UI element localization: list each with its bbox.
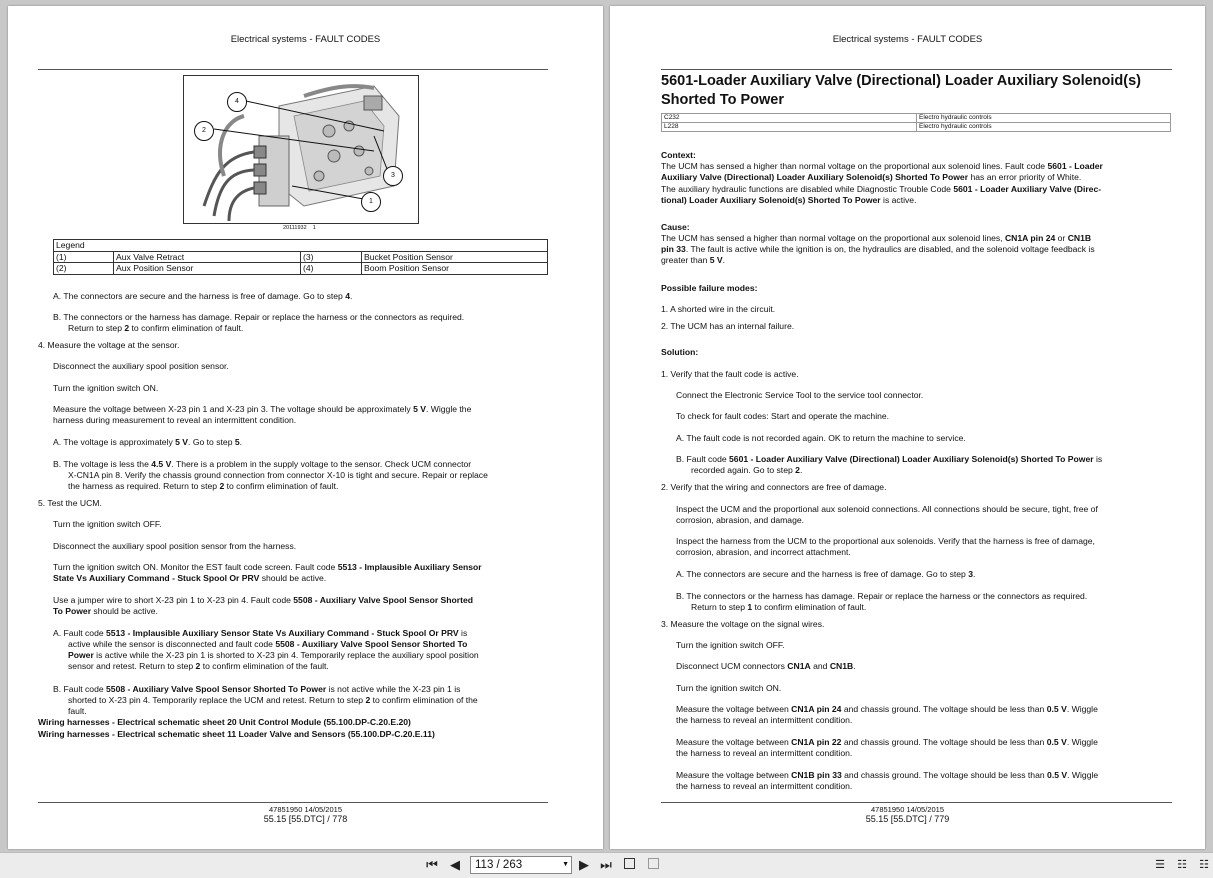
footer-page-number: 55.15 [55.DTC] / 778 xyxy=(263,814,348,824)
text-line: A. The connectors are secure and the harness is free of damage. Go to step 4. xyxy=(53,291,353,301)
text-line: Return to step 1 to confirm elimination of fault. xyxy=(691,602,867,612)
header-rule xyxy=(661,69,1172,70)
text-line: X-CN1A pin 8. Verify the chassis ground connection from connector X-10 is tight and secure. Repair or replace xyxy=(68,470,488,480)
text-line: the harness to reveal an intermittent condition. xyxy=(676,781,853,791)
text-line: fault. xyxy=(68,706,87,716)
text-line: the harness to reveal an intermittent condition. xyxy=(676,748,853,758)
facing-view-icon[interactable]: ☷ xyxy=(1199,859,1209,871)
prev-page-icon[interactable]: ◀ xyxy=(450,857,460,872)
valve-illustration xyxy=(184,76,418,223)
text-line: Cause: xyxy=(661,222,690,232)
text-line: Disconnect the auxiliary spool position sensor from the harness. xyxy=(53,541,297,551)
text-line: Use a jumper wire to short X-23 pin 1 to X-23 pin 4. Fault code 5508 - Auxiliary Valve Spool Sensor Shorted xyxy=(53,595,474,605)
config-desc: Electro hydraulic controls xyxy=(917,114,1171,123)
config-desc: Electro hydraulic controls xyxy=(917,123,1171,132)
text-line: Turn the ignition switch ON. xyxy=(676,683,782,693)
config-row xyxy=(662,114,1171,123)
legend-table xyxy=(53,239,548,275)
config-code: C232 xyxy=(662,114,917,123)
figure-number: 1 xyxy=(312,225,316,231)
text-line: shorted to X-23 pin 4. Temporarily replace the UCM and retest. Return to step 2 to confirm elimination of the xyxy=(68,695,478,705)
legend-row xyxy=(54,263,548,275)
first-page-icon[interactable]: ⏮ xyxy=(426,857,438,872)
text-line: Solution: xyxy=(661,347,699,357)
left-page xyxy=(8,6,603,849)
text-line: Disconnect UCM connectors CN1A and CN1B. xyxy=(676,661,856,671)
text-line: B. The voltage is less the 4.5 V. There is a problem in the supply voltage to the sensor. Check UCM connector xyxy=(53,459,472,469)
text-line: Return to step 2 to confirm elimination of fault. xyxy=(68,323,244,333)
text-line: Wiring harnesses - Electrical schematic sheet 11 Loader Valve and Sensors (55.100.DP-C.20.E.11) xyxy=(38,729,435,739)
text-line: greater than 5 V. xyxy=(661,255,726,265)
legend-key: (4) xyxy=(301,263,362,275)
valve-figure xyxy=(183,75,419,224)
text-line: To check for fault codes: Start and operate the machine. xyxy=(676,411,890,421)
text-line: Measure the voltage between CN1A pin 24 and chassis ground. The voltage should be less than 0.5 V. Wiggle xyxy=(676,704,1098,714)
text-line: Turn the ignition switch OFF. xyxy=(676,640,785,650)
two-page-view-icon[interactable] xyxy=(645,857,661,873)
text-line: 2. Verify that the wiring and connectors are free of damage. xyxy=(661,482,887,492)
figure-caption xyxy=(283,225,316,231)
text-line: Measure the voltage between CN1A pin 22 and chassis ground. The voltage should be less than 0.5 V. Wiggle xyxy=(676,737,1098,747)
viewer-toolbar xyxy=(0,852,1213,878)
config-table xyxy=(661,113,1171,132)
legend-title: Legend xyxy=(54,240,548,252)
page-indicator: 113 / 263 xyxy=(475,859,523,871)
header-rule xyxy=(38,69,548,70)
footer-rule xyxy=(661,802,1172,803)
config-row xyxy=(662,123,1171,132)
text-line: A. The voltage is approximately 5 V. Go to step 5. xyxy=(53,437,243,447)
text-line: 2. The UCM has an internal failure. xyxy=(661,321,795,331)
text-line: tional) Loader Auxiliary Solenoid(s) Shorted To Power is active. xyxy=(661,195,917,205)
text-line: Turn the ignition switch ON. Monitor the EST fault code screen. Fault code 5513 - Implausible Auxiliary Sensor xyxy=(53,562,482,572)
text-line: Measure the voltage between CN1B pin 33 and chassis ground. The voltage should be less than 0.5 V. Wiggle xyxy=(676,770,1099,780)
footer-rule xyxy=(38,802,548,803)
text-line: Context: xyxy=(661,150,696,160)
text-line: 5. Test the UCM. xyxy=(38,498,102,508)
text-line: A. The fault code is not recorded again. OK to return the machine to service. xyxy=(676,433,966,443)
footer-page-number: 55.15 [55.DTC] / 779 xyxy=(865,814,950,824)
legend-value: Bucket Position Sensor xyxy=(362,251,548,263)
legend-key: (2) xyxy=(54,263,114,275)
text-line: pin 33. The fault is active while the ignition is on, the hydraulics are disabled, and the solenoid voltage feedback is xyxy=(661,244,1095,254)
single-column-view-icon[interactable]: ☰ xyxy=(1155,859,1165,871)
text-line: To Power should be active. xyxy=(53,606,158,616)
text-line: B. Fault code 5508 - Auxiliary Valve Spool Sensor Shorted To Power is not active while the X-23 pin 1 is xyxy=(53,684,461,694)
footer-doc-id: 47851950 14/05/2015 xyxy=(871,805,944,814)
text-line: sensor and retest. Return to step 2 to confirm elimination of the fault. xyxy=(68,661,329,671)
text-line: B. The connectors or the harness has damage. Repair or replace the harness or the connectors as required. xyxy=(676,591,1088,601)
legend-row xyxy=(54,251,548,263)
text-line: Possible failure modes: xyxy=(661,283,758,293)
legend-key: (3) xyxy=(301,251,362,263)
callout-3: 3 xyxy=(383,166,403,186)
continuous-view-icon[interactable]: ☷ xyxy=(1177,859,1187,871)
figure-id: 20111932 xyxy=(283,225,307,231)
single-page-view-icon[interactable] xyxy=(621,857,637,873)
legend-value: Aux Position Sensor xyxy=(114,263,301,275)
text-line: 1. A shorted wire in the circuit. xyxy=(661,304,776,314)
next-page-icon[interactable]: ▶ xyxy=(579,857,589,872)
footer-doc-id: 47851950 14/05/2015 xyxy=(269,805,342,814)
text-line: Inspect the harness from the UCM to the proportional aux solenoids. Verify that the harness is free of damage, xyxy=(676,536,1095,546)
text-line: Wiring harnesses - Electrical schematic sheet 20 Unit Control Module (55.100.DP-C.20.E.20) xyxy=(38,717,411,727)
text-line: Turn the ignition switch ON. xyxy=(53,383,159,393)
text-line: The UCM has sensed a higher than normal voltage on the proportional aux solenoid lines. Fault code 5601 - Loader xyxy=(661,161,1103,171)
text-line: Inspect the UCM and the proportional aux solenoid connections. All connections should be secure, tight, free of xyxy=(676,504,1098,514)
text-line: 3. Measure the voltage on the signal wires. xyxy=(661,619,825,629)
last-page-icon[interactable]: ⏭ xyxy=(600,857,612,872)
callout-1: 1 xyxy=(361,192,381,212)
legend-value: Aux Valve Retract xyxy=(114,251,301,263)
text-line: B. Fault code 5601 - Loader Auxiliary Valve (Directional) Loader Auxiliary Solenoid(s) Shorted To Power is xyxy=(676,454,1103,464)
text-line: A. The connectors are secure and the harness is free of damage. Go to step 3. xyxy=(676,569,976,579)
callout-2: 2 xyxy=(194,121,214,141)
text-line: recorded again. Go to step 2. xyxy=(691,465,803,475)
page-header: Electrical systems - FAULT CODES xyxy=(230,34,381,45)
config-code: L228 xyxy=(662,123,917,132)
text-line: 4. Measure the voltage at the sensor. xyxy=(38,340,180,350)
text-line: active while the sensor is disconnected and fault code 5508 - Auxiliary Valve Spool Sensor Shorted To xyxy=(68,639,468,649)
text-line: the harness as required. Return to step 2 to confirm elimination of fault. xyxy=(68,481,339,491)
legend-key: (1) xyxy=(54,251,114,263)
text-line: Turn the ignition switch OFF. xyxy=(53,519,162,529)
text-line: Auxiliary Valve (Directional) Loader Auxiliary Solenoid(s) Shorted To Power has an error priority of White. xyxy=(661,172,1082,182)
page-header: Electrical systems - FAULT CODES xyxy=(832,34,983,45)
text-line: Disconnect the auxiliary spool position sensor. xyxy=(53,361,229,371)
text-line: A. Fault code 5513 - Implausible Auxiliary Sensor State Vs Auxiliary Command - Stuck Spool Or PRV is xyxy=(53,628,468,638)
text-line: The UCM has sensed a higher than normal voltage on the proportional aux solenoid lines, CN1A pin 24 or CN1B xyxy=(661,233,1092,243)
right-page xyxy=(610,6,1205,849)
text-line: 1. Verify that the fault code is active. xyxy=(661,369,799,379)
text-line: the harness to reveal an intermittent condition. xyxy=(676,715,853,725)
fault-title: 5601-Loader Auxiliary Valve (Directional) Loader Auxiliary Solenoid(s) Shorted To Power xyxy=(661,73,1141,108)
text-line: Power is active while the X-23 pin 1 is shorted to X-23 pin 4. Temporarily replace the auxiliary spool position xyxy=(68,650,479,660)
callout-4: 4 xyxy=(227,92,247,112)
text-line: State Vs Auxiliary Command - Stuck Spool Or PRV should be active. xyxy=(53,573,327,583)
text-line: The auxiliary hydraulic functions are disabled while Diagnostic Trouble Code 5601 - Loader Auxiliary Valve (Direc- xyxy=(661,184,1102,194)
text-line: corrosion, abrasion, and damage. xyxy=(676,515,805,525)
text-line: Measure the voltage between X-23 pin 1 and X-23 pin 3. The voltage should be approximately 5 V. Wiggle the xyxy=(53,404,472,414)
legend-value: Boom Position Sensor xyxy=(362,263,548,275)
text-line: corrosion, abrasion, and incorrect attachment. xyxy=(676,547,851,557)
chevron-down-icon[interactable]: ▼ xyxy=(562,861,569,868)
text-line: Connect the Electronic Service Tool to the service tool connector. xyxy=(676,390,924,400)
text-line: B. The connectors or the harness has damage. Repair or replace the harness or the connectors as required. xyxy=(53,312,465,322)
text-line: harness during measurement to reveal an intermittent condition. xyxy=(53,415,297,425)
page-number-input[interactable] xyxy=(470,856,572,874)
